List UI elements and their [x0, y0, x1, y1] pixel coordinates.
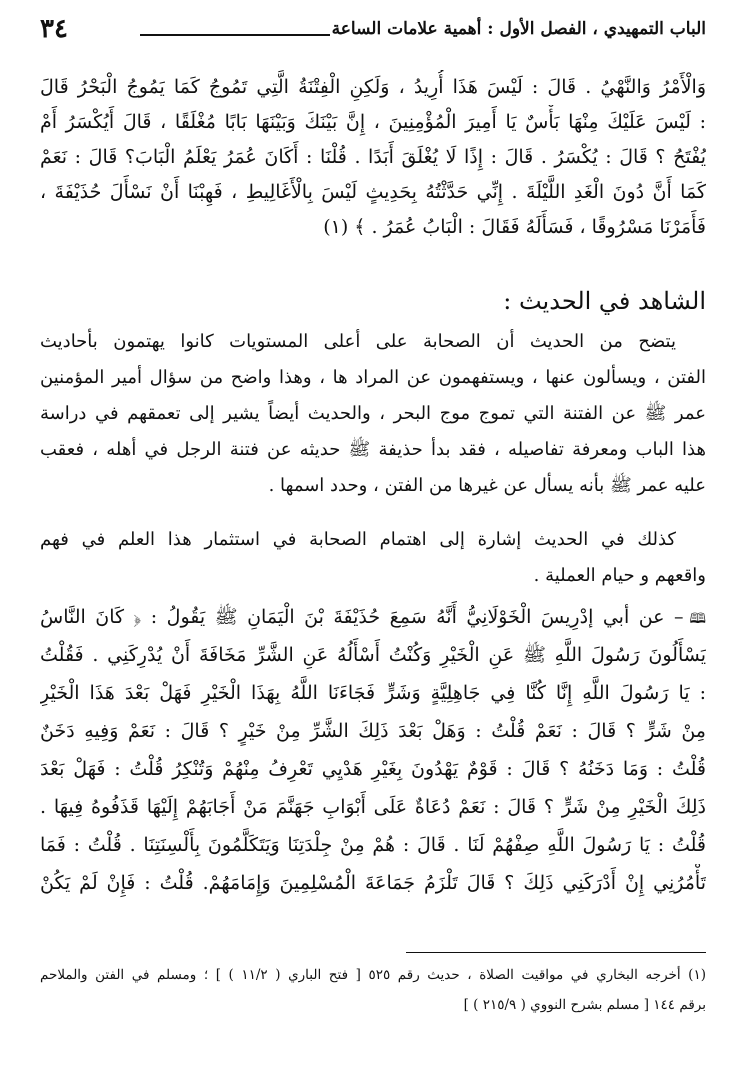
hadith-continuation: [40, 70, 706, 245]
text-line: : يَا رَسُولَ اللَّهِ إِنَّا كُنَّا فِي جَاهِلِيَّةٍ وَشَرٍّ فَجَاءَنَا اللَّهُ بِهَذَا الْخَيْرِ فَهَلْ بَعْدَ هَذَا الْخَيْرِ: [40, 682, 706, 704]
text-line: واقعهم و حيام العملية .: [533, 565, 706, 586]
footnote-rule: [406, 952, 706, 953]
text-line: هذا الباب ومعرفة تفاصيله ، فقد بدأ حذيفة ﷺ حديثه عن فتنة الرجل في أهله ، فعقب: [40, 439, 706, 460]
text-line: يَسْأَلُونَ رَسُولَ اللَّهِ ﷺ عَنِ الْخَيْرِ وَكُنْتُ أَسْأَلُهُ عَنِ الشَّرِّ مَخَافَةَ أَنْ يُدْرِكَنِي . فَقُلْتُ: [40, 644, 706, 666]
text-line: : لَيْسَ عَلَيْكَ مِنْهَا بَأْسٌ يَا أَمِيرَ الْمُؤْمِنِينَ ، إِنَّ بَيْنَكَ وَبَيْنَهَا بَابًا مُغْلَقًا ، قَالَ أَيُكْسَرُ أَمْ: [40, 111, 706, 133]
hadith-block: [40, 598, 706, 902]
text-line: يتضح من الحديث أن الصحابة على أعلى المستويات كانوا يهتمون بأحاديث: [40, 331, 676, 352]
header-rule: [140, 34, 330, 36]
commentary-paragraph: [40, 324, 706, 504]
text-line: يُفْتَحُ ؟ قَالَ : يُكْسَرُ . قَالَ : إِذًا لَا يُغْلَقَ أَبَدًا . قُلْنَا : أَكَانَ عُمَرُ يَعْلَمُ الْبَابَ؟ قَالَ : نَعَمْ: [40, 146, 706, 168]
page-header: [40, 12, 706, 46]
text-line: الفتن ، ويسألون عنها ، ويستفهمون عن المراد ها ، وهذا واضح من سؤال أمير المؤمنين: [40, 367, 706, 388]
book-icon: 🕮: [689, 611, 706, 627]
hadith-opening: – عن أبي إدْرِيسَ الْخَوْلَانِيُّ أَنَّهُ سَمِعَ حُذَيْفَةَ بْنَ الْيَمَانِ ﷺ يَقُولُ : ﴿ كَانَ النَّاسُ: [40, 606, 684, 628]
commentary-paragraph-2: [40, 522, 706, 594]
text-line: مِنْ شَرٍّ ؟ قَالَ : نَعَمْ قُلْتُ : وَهَلْ بَعْدَ ذَلِكَ الشَّرِّ مِنْ خَيْرٍ ؟ قَالَ : نَعَمْ وَفِيهِ دَخَنٌ: [40, 720, 706, 742]
text-line: قُلْتُ : وَمَا دَخَنُهُ ؟ قَالَ : قَوْمٌ يَهْدُونَ بِغَيْرِ هَدْيِي تَعْرِفُ مِنْهُمْ وَتُنْكِرُ قُلْتُ : فَهَلْ بَعْدَ: [40, 758, 706, 780]
footnote-line: (١) أخرجه البخاري في مواقيت الصلاة ، حديث رقم ٥٢٥ [ فتح الباري ( ١١/٢ ) ] ؛ ومسلم في الفتن والملاحم: [40, 967, 706, 983]
text-line: [40, 598, 706, 636]
page-number: ٣٤: [40, 14, 68, 44]
text-line: تَأْمُرُنِي إِنْ أَدْرَكَنِي ذَلِكَ ؟ قَالَ تَلْزَمُ جَمَاعَةَ الْمُسْلِمِينَ وَإِمَامَهُمْ. قُلْتُ : فَإِنْ لَمْ يَكُنْ: [40, 872, 706, 894]
text-line: فَأَمَرْنَا مَسْرُوقًا ، فَسَأَلَهُ فَقَالَ : الْبَابُ عُمَرُ . ﴾ (١): [323, 216, 706, 238]
text-line: قُلْتُ : يَا رَسُولَ اللَّهِ صِفْهُمْ لَنَا . قَالَ : هُمْ مِنْ جِلْدَتِنَا وَيَتَكَلَّمُونَ بِأَلْسِنَتِنَا . قُلْتُ : فَمَا: [40, 834, 706, 856]
text-line: عمر ﷺ عن الفتنة التي تموج موج البحر ، والحديث أيضاً يشير إلى تعمقهم في دراسة: [40, 403, 706, 424]
text-line: عليه عمر ﷺ بأنه يسأل عن غيرها من الفتن ، وحدد اسمها .: [268, 475, 706, 496]
text-line: ذَلِكَ الْخَيْرِ مِنْ شَرٍّ ؟ قَالَ : نَعَمْ دُعَاةٌ عَلَى أَبْوَابِ جَهَنَّمَ مَنْ أَجَابَهُمْ إِلَيْهَا قَذَفُوهُ فِيهَا .: [40, 796, 706, 818]
footnote-line: برقم ١٤٤ [ مسلم بشرح النووي ( ٢١٥/٩ ) ]: [463, 997, 706, 1013]
text-line: كَمَا أَنَّ دُونَ الْغَدِ اللَّيْلَةَ . إِنِّي حَدَّثْتُهُ بِحَدِيثٍ لَيْسَ بِالْأَغَالِيطِ ، فَهِبْنَا أَنْ نَسْأَلَ حُذَيْفَةَ ،: [40, 181, 706, 203]
text-line: وَالْأَمْرُ وَالنَّهْيُ . قَالَ : لَيْسَ هَذَا أُرِيدُ ، وَلَكِنِ الْفِتْنَةُ الَّتِي تَمُوجُ كَمَا يَمُوجُ الْبَحْرُ قَالَ: [40, 76, 706, 98]
section-heading: الشاهد في الحديث :: [503, 287, 706, 315]
footnotes: [40, 960, 706, 1020]
running-title: الباب التمهيدي ، الفصل الأول : أهمية علامات الساعة: [331, 19, 706, 39]
text-line: كذلك في الحديث إشارة إلى اهتمام الصحابة في استثمار هذا العلم في فهم: [40, 529, 676, 550]
